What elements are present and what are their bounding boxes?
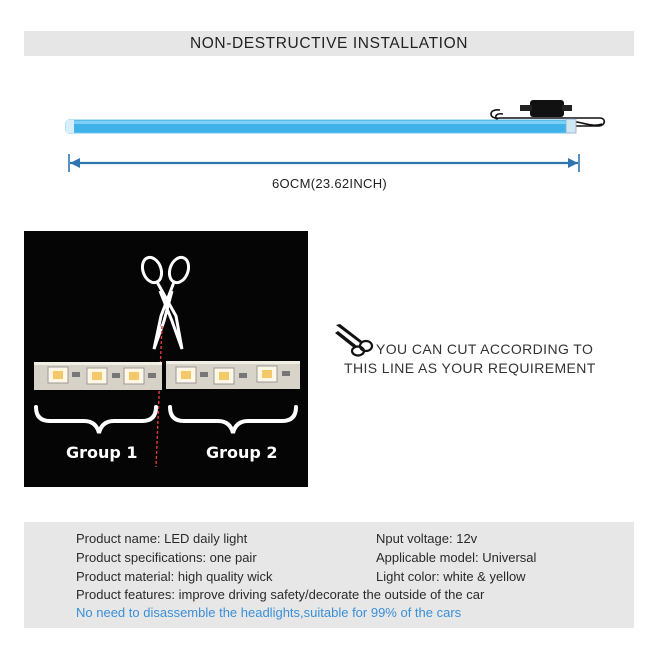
cut-strip-photo — [24, 231, 308, 487]
spec-product-features: Product features: improve driving safety/decorate the outside of the car — [76, 587, 485, 602]
group-1-label: Group 1 — [66, 443, 138, 462]
spec-product-specifications: Product specifications: one pair — [76, 550, 257, 565]
scissors-icon — [139, 255, 192, 349]
group-2-label: Group 2 — [206, 443, 278, 462]
spec-applicable-model: Applicable model: Universal — [376, 550, 537, 565]
specifications-panel — [24, 522, 634, 628]
spec-highlight-note: No need to disassemble the headlights,suitable for 99% of the cars — [76, 605, 462, 620]
spec-light-color: Light color: white & yellow — [376, 569, 526, 584]
dimension-arrow — [69, 154, 579, 172]
dimension-label: 6OCM(23.62INCH) — [271, 176, 388, 191]
led-strip-illustration — [0, 90, 659, 180]
controller-box-icon — [530, 100, 564, 117]
cut-line — [156, 326, 162, 467]
title-band — [24, 31, 634, 56]
cut-instruction — [334, 340, 634, 378]
page-title: NON-DESTRUCTIVE INSTALLATION — [189, 35, 469, 52]
cut-instruction-line-1: YOU CAN CUT ACCORDING TO — [376, 341, 594, 357]
spec-product-material: Product material: high quality wick — [76, 569, 273, 584]
cut-instruction-line-2: THIS LINE AS YOUR REQUIREMENT — [344, 360, 596, 376]
group-brace-icon — [36, 407, 296, 433]
spec-product-name: Product name: LED daily light — [76, 531, 248, 546]
spec-input-voltage: Nput voltage: 12v — [376, 531, 478, 546]
